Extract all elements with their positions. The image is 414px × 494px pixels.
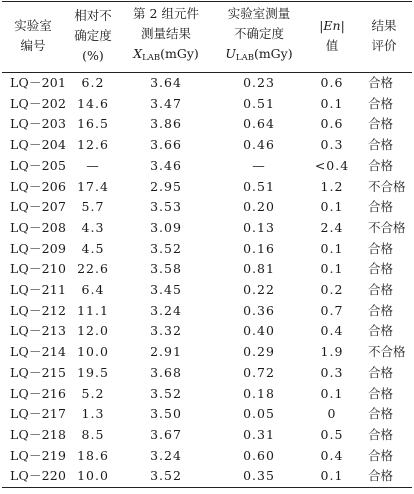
cell-evaluation: 合格 — [368, 364, 394, 380]
subscript-lab: LAB — [235, 53, 254, 63]
header-lab-unc-symbol-line — [210, 44, 308, 68]
header-result-line: 第 2 组元件 — [133, 6, 199, 21]
cell-evaluation: 合格 — [368, 447, 394, 463]
unit-mgy: (mGy) — [160, 46, 199, 61]
header-rel-unc-line: 相对不 — [74, 8, 112, 23]
cell-measurement-result: 3.32 — [150, 323, 182, 339]
cell-relative-uncertainty: 10.0 — [77, 344, 109, 360]
cell-lab-uncertainty: 0.16 — [243, 240, 275, 256]
cell-evaluation: 不合格 — [368, 219, 406, 235]
cell-evaluation: 合格 — [368, 75, 394, 90]
table-row — [2, 363, 412, 384]
cell-lab-uncertainty: 0.23 — [243, 75, 275, 90]
cell-lab-id: LQ－218 — [10, 426, 67, 442]
results-table — [2, 1, 412, 488]
cell-lab-id: LQ－211 — [10, 282, 67, 298]
symbol-u: U — [225, 46, 236, 61]
cell-relative-uncertainty: 18.6 — [77, 447, 109, 463]
header-relative-uncertainty — [64, 2, 122, 73]
cell-relative-uncertainty: 11.1 — [77, 302, 109, 318]
cell-lab-uncertainty: 0.81 — [243, 261, 275, 277]
table-row — [2, 425, 412, 446]
cell-relative-uncertainty: 8.5 — [81, 426, 105, 442]
cell-evaluation: 合格 — [368, 199, 394, 215]
header-eval-line: 结果 — [371, 18, 397, 33]
cell-relative-uncertainty: 1.3 — [81, 406, 105, 422]
cell-relative-uncertainty: 4.5 — [81, 240, 105, 256]
cell-lab-id: LQ－220 — [2, 466, 64, 487]
cell-en-value: 0.1 — [320, 385, 344, 401]
cell-en-value: 0.1 — [320, 261, 344, 277]
cell-lab-id: LQ－210 — [10, 261, 67, 277]
subscript-lab: LAB — [142, 53, 161, 63]
cell-measurement-result: 3.64 — [150, 75, 182, 90]
cell-relative-uncertainty: 6.2 — [81, 75, 105, 90]
table-row — [2, 466, 412, 487]
cell-relative-uncertainty: 5.2 — [81, 385, 105, 401]
cell-relative-uncertainty: 19.5 — [77, 364, 109, 380]
cell-lab-id: LQ－217 — [10, 406, 67, 422]
abs-open: | — [319, 18, 324, 33]
table-row — [2, 301, 412, 322]
unit-mgy: (mGy) — [253, 46, 293, 61]
cell-evaluation: 合格 — [368, 157, 394, 173]
cell-relative-uncertainty: 12.6 — [77, 137, 109, 153]
cell-lab-id: LQ－208 — [10, 219, 67, 235]
abs-close: | — [340, 18, 345, 33]
table-row — [2, 404, 412, 425]
cell-en-value: 1.2 — [320, 178, 344, 194]
header-evaluation — [356, 2, 412, 73]
cell-relative-uncertainty: 6.4 — [81, 282, 105, 298]
cell-measurement-result: 2.91 — [150, 344, 182, 360]
cell-lab-uncertainty: 0.05 — [243, 406, 275, 422]
cell-measurement-result: 3.24 — [150, 447, 182, 463]
cell-evaluation: 合格 — [356, 466, 412, 487]
header-row — [2, 2, 412, 73]
cell-en-value: 0.3 — [320, 364, 344, 380]
table-row — [2, 384, 412, 405]
cell-lab-id: LQ－201 — [10, 75, 67, 90]
cell-lab-id: LQ－216 — [10, 385, 67, 401]
cell-relative-uncertainty: 10.0 — [64, 466, 122, 487]
cell-relative-uncertainty: 14.6 — [77, 95, 109, 111]
cell-en-value: 0.1 — [320, 199, 344, 215]
cell-evaluation: 合格 — [368, 323, 394, 339]
cell-en-value: 1.9 — [320, 344, 344, 360]
cell-measurement-result: 3.52 — [150, 385, 182, 401]
cell-lab-id: LQ－204 — [10, 137, 67, 153]
cell-measurement-result: 3.52 — [150, 240, 182, 256]
cell-evaluation: 不合格 — [368, 344, 406, 360]
cell-en-value: <0.4 — [314, 157, 350, 173]
cell-evaluation: 合格 — [368, 406, 394, 422]
table-row — [2, 218, 412, 239]
cell-lab-uncertainty: 0.22 — [243, 282, 275, 298]
table-row — [2, 114, 412, 135]
table-row — [2, 321, 412, 342]
table-row — [2, 280, 412, 301]
cell-en-value: 0.1 — [320, 95, 344, 111]
cell-lab-id: LQ－219 — [10, 447, 67, 463]
table-row — [2, 135, 412, 156]
cell-evaluation: 合格 — [368, 240, 394, 256]
cell-lab-uncertainty: — — [252, 157, 266, 173]
cell-relative-uncertainty: — — [86, 157, 100, 173]
table-row — [2, 239, 412, 260]
cell-lab-uncertainty: 0.64 — [243, 116, 275, 132]
table-body — [2, 73, 412, 488]
cell-measurement-result: 3.45 — [150, 282, 182, 298]
cell-lab-id: LQ－213 — [10, 323, 67, 339]
cell-measurement-result: 3.09 — [150, 219, 182, 235]
cell-lab-uncertainty: 0.18 — [243, 385, 275, 401]
cell-en-value: 0.4 — [320, 323, 344, 339]
cell-lab-uncertainty: 0.20 — [243, 199, 275, 215]
cell-lab-id: LQ－202 — [10, 95, 67, 111]
cell-measurement-result: 3.68 — [150, 364, 182, 380]
cell-relative-uncertainty: 22.6 — [77, 261, 109, 277]
cell-evaluation: 合格 — [368, 261, 394, 277]
table-row — [2, 177, 412, 198]
cell-evaluation: 合格 — [368, 95, 394, 111]
cell-en-value: 0 — [327, 406, 337, 422]
cell-lab-uncertainty: 0.29 — [243, 344, 275, 360]
cell-lab-uncertainty: 0.35 — [210, 466, 308, 487]
cell-lab-id: LQ－207 — [10, 199, 67, 215]
cell-measurement-result: 3.58 — [150, 261, 182, 277]
header-en-line: 值 — [325, 38, 339, 53]
cell-en-value: 0.5 — [320, 426, 344, 442]
table-header — [2, 2, 412, 73]
table-row — [2, 156, 412, 177]
cell-en-value: 0.6 — [320, 75, 344, 90]
cell-lab-id: LQ－206 — [10, 178, 67, 194]
header-measurement-result — [122, 2, 210, 73]
header-lab-id-line: 实验室 — [14, 18, 52, 33]
cell-en-value: 0.6 — [320, 116, 344, 132]
cell-lab-uncertainty: 0.36 — [243, 302, 275, 318]
header-rel-unc-line: 确定度 — [74, 28, 112, 43]
cell-evaluation: 合格 — [368, 302, 394, 318]
cell-evaluation: 合格 — [368, 385, 394, 401]
symbol-x: X — [133, 46, 143, 61]
table-row — [2, 342, 412, 363]
table-row — [2, 446, 412, 467]
cell-en-value: 0.4 — [320, 447, 344, 463]
cell-evaluation: 合格 — [368, 282, 394, 298]
cell-en-value: 0.7 — [320, 302, 344, 318]
cell-lab-uncertainty: 0.13 — [243, 219, 275, 235]
symbol-en: En — [323, 18, 341, 33]
cell-en-value: 0.3 — [320, 137, 344, 153]
cell-en-value: 0.2 — [320, 282, 344, 298]
cell-measurement-result: 3.24 — [150, 302, 182, 318]
cell-lab-id: LQ－209 — [10, 240, 67, 256]
table-row — [2, 73, 412, 94]
header-rel-unc-line: (%) — [82, 48, 104, 63]
cell-relative-uncertainty: 5.7 — [81, 199, 105, 215]
cell-evaluation: 合格 — [368, 426, 394, 442]
cell-lab-id: LQ－205 — [10, 157, 67, 173]
header-en-line — [308, 16, 356, 36]
cell-lab-uncertainty: 0.51 — [243, 178, 275, 194]
header-en-value — [308, 2, 356, 73]
cell-measurement-result: 3.47 — [150, 95, 182, 111]
cell-lab-uncertainty: 0.31 — [243, 426, 275, 442]
cell-measurement-result: 3.52 — [122, 466, 210, 487]
cell-lab-uncertainty: 0.40 — [243, 323, 275, 339]
cell-relative-uncertainty: 17.4 — [77, 178, 109, 194]
cell-evaluation: 合格 — [368, 137, 394, 153]
cell-en-value: 2.4 — [320, 219, 344, 235]
cell-lab-uncertainty: 0.72 — [243, 364, 275, 380]
cell-en-value: 0.1 — [308, 466, 356, 487]
header-lab-id — [2, 2, 64, 73]
header-result-symbol-line — [122, 44, 210, 68]
header-lab-uncertainty — [210, 2, 308, 73]
cell-evaluation: 不合格 — [368, 178, 406, 194]
cell-measurement-result: 3.66 — [150, 137, 182, 153]
cell-measurement-result: 3.50 — [150, 406, 182, 422]
cell-lab-id: LQ－214 — [10, 344, 67, 360]
cell-lab-uncertainty: 0.60 — [243, 447, 275, 463]
cell-measurement-result: 3.86 — [150, 116, 182, 132]
cell-lab-id: LQ－203 — [10, 116, 67, 132]
header-lab-unc-line: 不确定度 — [233, 26, 284, 41]
table-row — [2, 259, 412, 280]
cell-measurement-result: 3.53 — [150, 199, 182, 215]
cell-relative-uncertainty: 4.3 — [81, 219, 105, 235]
cell-en-value: 0.1 — [320, 240, 344, 256]
cell-lab-id: LQ－212 — [10, 302, 67, 318]
cell-measurement-result: 3.67 — [150, 426, 182, 442]
cell-lab-uncertainty: 0.46 — [243, 137, 275, 153]
header-lab-unc-line: 实验室测量 — [227, 6, 291, 21]
header-lab-id-line: 编号 — [20, 38, 46, 53]
cell-evaluation: 合格 — [368, 116, 394, 132]
header-result-line: 测量结果 — [140, 26, 191, 41]
cell-lab-uncertainty: 0.51 — [243, 95, 275, 111]
table-row — [2, 94, 412, 115]
cell-relative-uncertainty: 16.5 — [77, 116, 109, 132]
cell-measurement-result: 3.46 — [150, 157, 182, 173]
cell-lab-id: LQ－215 — [10, 364, 67, 380]
cell-relative-uncertainty: 12.0 — [77, 323, 109, 339]
header-eval-line: 评价 — [371, 38, 397, 53]
cell-measurement-result: 2.95 — [150, 178, 182, 194]
table-row — [2, 197, 412, 218]
